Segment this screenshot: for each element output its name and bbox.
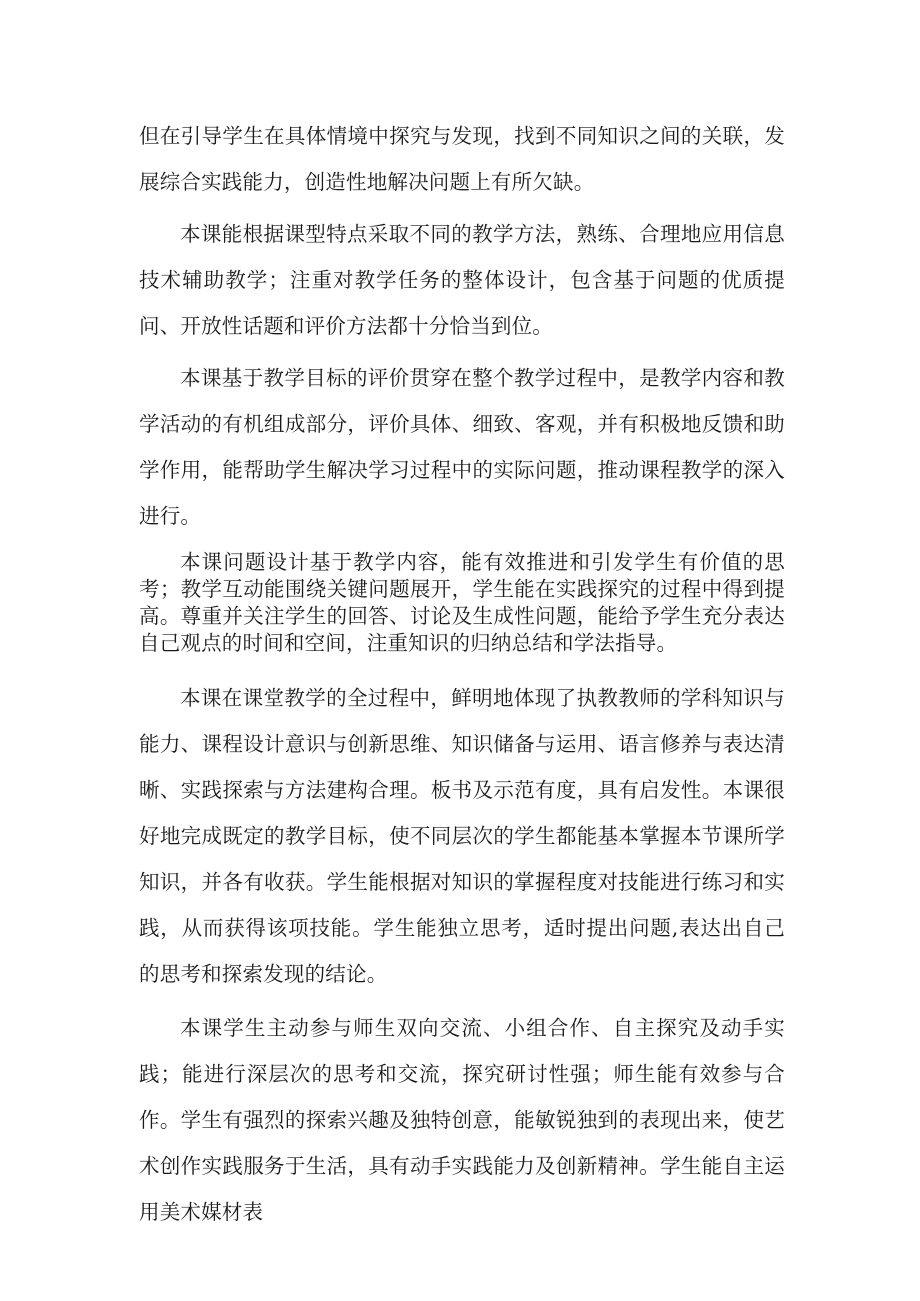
paragraph-3: 本课基于教学目标的评价贯穿在整个教学过程中，是教学内容和教学活动的有机组成部分，评价具体、细致、客观，并有积极地反馈和助学作用，能帮助学生解决学习过程中的实际问题，推动课程教学的深入进行。 (139, 366, 785, 528)
document-page (139, 113, 785, 1235)
paragraph-1: 但在引导学生在具体情境中探究与发现，找到不同知识之间的关联，发展综合实践能力，创造性地解决问题上有所欠缺。 (139, 124, 785, 194)
paragraph-5: 本课在课堂教学的全过程中，鲜明地体现了执教教师的学科知识与能力、课程设计意识与创新思维、知识储备与运用、语言修养与表达清晰、实践探索与方法建构合理。板书及示范有度，具有启发性。本课很好地完成既定的教学目标，使不同层次的学生都能基本掌握本节课所学知识，并各有收获。学生能根据对知识的掌握程度对技能进行练习和实践，从而获得该项技能。学生能独立思考，适时提出问题,表达出自己的思考和探索发现的结论。 (139, 686, 785, 986)
paragraph-6: 本课学生主动参与师生双向交流、小组合作、自主探究及动手实践；能进行深层次的思考和交流，探究研讨性强；师生能有效参与合作。学生有强烈的探索兴趣及独特创意，能敏锐独到的表现出来，使艺术创作实践服务于生活，具有动手实践能力及创新精神。学生能自主运用美术媒材表 (139, 1016, 785, 1224)
paragraph-2: 本课能根据课型特点采取不同的教学方法，熟练、合理地应用信息技术辅助教学；注重对教学任务的整体设计，包含基于问题的优质提问、开放性话题和评价方法都十分恰当到位。 (139, 222, 785, 338)
paragraph-4: 本课问题设计基于教学内容，能有效推进和引发学生有价值的思考；教学互动能围绕关键问题展开，学生能在实践探究的过程中得到提高。尊重并关注学生的回答、讨论及生成性问题，能给予学生充分表达自己观点的时间和空间，注重知识的归纳总结和学法指导。 (139, 550, 785, 655)
